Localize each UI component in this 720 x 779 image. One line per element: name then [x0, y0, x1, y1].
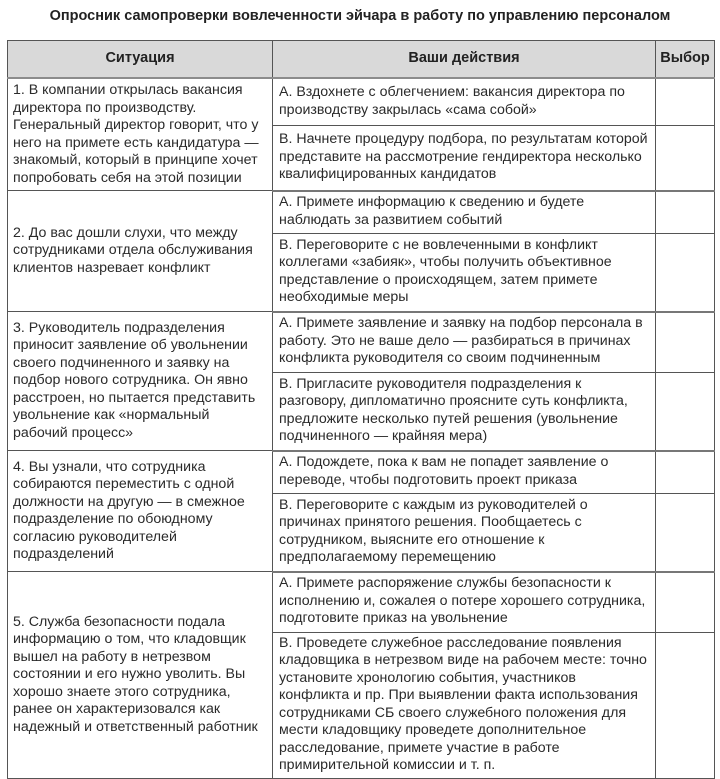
option-a-cell: А. Подождете, пока к вам не попадет заявление о переводе, чтобы подготовить проект приказа: [273, 451, 656, 494]
choice-cell[interactable]: [656, 493, 715, 572]
situation-cell: 2. До вас дошли слухи, что между сотрудниками отдела обслуживания клиентов назревает конфликт: [8, 191, 273, 312]
option-b-cell: В. Переговорите с каждым из руководителей о причинах принятого решения. Пообщаетесь с сотрудником, выясните его отношение к предполагаемому перемещению: [273, 493, 656, 572]
header-choice: Выбор: [656, 41, 715, 79]
option-a-cell: А. Примете информацию к сведению и будете наблюдать за развитием событий: [273, 191, 656, 234]
choice-cell[interactable]: [656, 632, 715, 778]
situation-cell: 3. Руководитель подразделения приносит заявление об увольнении своего подчиненного и заявку на подбор нового сотрудника. Он явно расстроен, но пытается представить увольнение как «нормальный рабочий процесс»: [8, 312, 273, 451]
situation-cell: 5. Служба безопасности подала информацию о том, что кладовщик вышел на работу в нетрезвом состоянии и его нужно уволить. Вы хорошо знаете этого сотрудника, ранее он характеризовался как надежный и ответственный работник: [8, 572, 273, 779]
table-row: [8, 451, 715, 494]
header-situation: Ситуация: [8, 41, 273, 79]
table-header-row: [8, 41, 715, 79]
table-row: [8, 191, 715, 234]
table-row: [8, 572, 715, 633]
table-row: [8, 78, 715, 126]
document-title: Опросник самопроверки вовлеченности эйчара в работу по управлению персоналом: [49, 8, 671, 24]
choice-cell[interactable]: [656, 126, 715, 191]
option-b-cell: В. Переговорите с не вовлеченными в конфликт коллегами «забияк», чтобы получить объективное представление о происходящем, затем примете необходимые меры: [273, 233, 656, 312]
questionnaire-table: [7, 40, 715, 779]
situation-cell: 4. Вы узнали, что сотрудника собираются переместить с одной должности на другую — в смежное подразделение по обоюдному согласию руководителей подразделений: [8, 451, 273, 572]
option-b-cell: В. Проведете служебное расследование появления кладовщика в нетрезвом виде на рабочем месте: точно установите хронологию события, участников конфликта и пр. При выявлении факта использования сотрудниками СБ своего служебного положения для мести кладовщику проведете дополнительное расследование, примете участие в работе примирительной комиссии и т. п.: [273, 632, 656, 778]
option-a-cell: А. Вздохнете с облегчением: вакансия директора по производству закрылась «сама собой»: [273, 78, 656, 126]
choice-cell[interactable]: [656, 572, 715, 633]
option-b-cell: В. Начнете процедуру подбора, по результатам которой представите на рассмотрение гендиректора несколько квалифицированных кандидатов: [273, 126, 656, 191]
choice-cell[interactable]: [656, 78, 715, 126]
situation-cell: 1. В компании открылась вакансия директора по производству. Генеральный директор говорит, что у него на примете есть кандидатура — знакомый, который в принципе хочет попробовать себя на этой позиции: [8, 78, 273, 191]
option-a-cell: А. Примете распоряжение службы безопасности к исполнению и, сожалея о потере хорошего сотрудника, подготовите приказ на увольнение: [273, 572, 656, 633]
option-b-cell: В. Пригласите руководителя подразделения к разговору, дипломатично проясните суть конфликта, предложите несколько путей решения (увольнение подчиненного — крайняя мера): [273, 372, 656, 451]
choice-cell[interactable]: [656, 451, 715, 494]
choice-cell[interactable]: [656, 233, 715, 312]
choice-cell[interactable]: [656, 191, 715, 234]
table-row: [8, 312, 715, 373]
choice-cell[interactable]: [656, 372, 715, 451]
option-a-cell: А. Примете заявление и заявку на подбор персонала в работу. Это не ваше дело — разбираться в причинах конфликта руководителя со своим подчиненным: [273, 312, 656, 373]
header-actions: Ваши действия: [273, 41, 656, 79]
choice-cell[interactable]: [656, 312, 715, 373]
